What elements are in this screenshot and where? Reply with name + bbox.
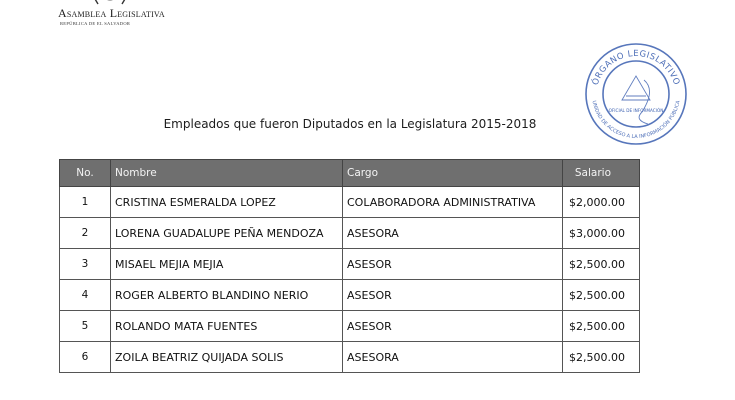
seal-bottom-text: UNIDAD DE ACCESO A LA INFORMACIÓN PÚBLICA <box>590 100 682 141</box>
document-title: Empleados que fueron Diputados en la Legislatura 2015-2018 <box>163 117 537 131</box>
cell-cargo: ASESORA <box>343 218 563 249</box>
cell-salario: $2,000.00 <box>563 187 640 218</box>
column-header-no: No. <box>60 160 111 187</box>
cell-nombre: LORENA GUADALUPE PEÑA MENDOZA <box>111 218 343 249</box>
cell-cargo: COLABORADORA ADMINISTRATIVA <box>343 187 563 218</box>
cell-no: 6 <box>60 342 111 373</box>
cell-cargo: ASESORA <box>343 342 563 373</box>
cell-cargo: ASESOR <box>343 280 563 311</box>
cell-no: 2 <box>60 218 111 249</box>
table-row <box>60 187 640 218</box>
cell-nombre: ZOILA BEATRIZ QUIJADA SOLIS <box>111 342 343 373</box>
cell-nombre: MISAEL MEJIA MEJIA <box>111 249 343 280</box>
cell-no: 5 <box>60 311 111 342</box>
table-header-row <box>60 160 640 187</box>
cell-salario: $2,500.00 <box>563 280 640 311</box>
cell-salario: $2,500.00 <box>563 311 640 342</box>
column-header-salario: Salario <box>563 160 640 187</box>
cell-no: 3 <box>60 249 111 280</box>
table-row <box>60 280 640 311</box>
seal-inner-text: OFICIAL DE INFORMACIÓN <box>608 108 664 113</box>
table-row <box>60 218 640 249</box>
cell-salario: $2,500.00 <box>563 342 640 373</box>
table-row <box>60 342 640 373</box>
official-seal-icon <box>582 40 690 148</box>
cell-nombre: CRISTINA ESMERALDA LOPEZ <box>111 187 343 218</box>
employees-table <box>59 159 640 373</box>
cell-salario: $3,000.00 <box>563 218 640 249</box>
org-name: Asamblea Legislativa <box>58 6 165 20</box>
cell-cargo: ASESOR <box>343 311 563 342</box>
table-row <box>60 249 640 280</box>
column-header-cargo: Cargo <box>343 160 563 187</box>
cell-salario: $2,500.00 <box>563 249 640 280</box>
org-subtitle: REPÚBLICA DE EL SALVADOR <box>60 21 131 26</box>
column-header-nombre: Nombre <box>111 160 343 187</box>
seal-top-text: ÓRGANO LEGISLATIVO <box>590 48 682 87</box>
cell-cargo: ASESOR <box>343 249 563 280</box>
cell-no: 4 <box>60 280 111 311</box>
cell-nombre: ROGER ALBERTO BLANDINO NERIO <box>111 280 343 311</box>
table-row <box>60 311 640 342</box>
cell-no: 1 <box>60 187 111 218</box>
cell-nombre: ROLANDO MATA FUENTES <box>111 311 343 342</box>
